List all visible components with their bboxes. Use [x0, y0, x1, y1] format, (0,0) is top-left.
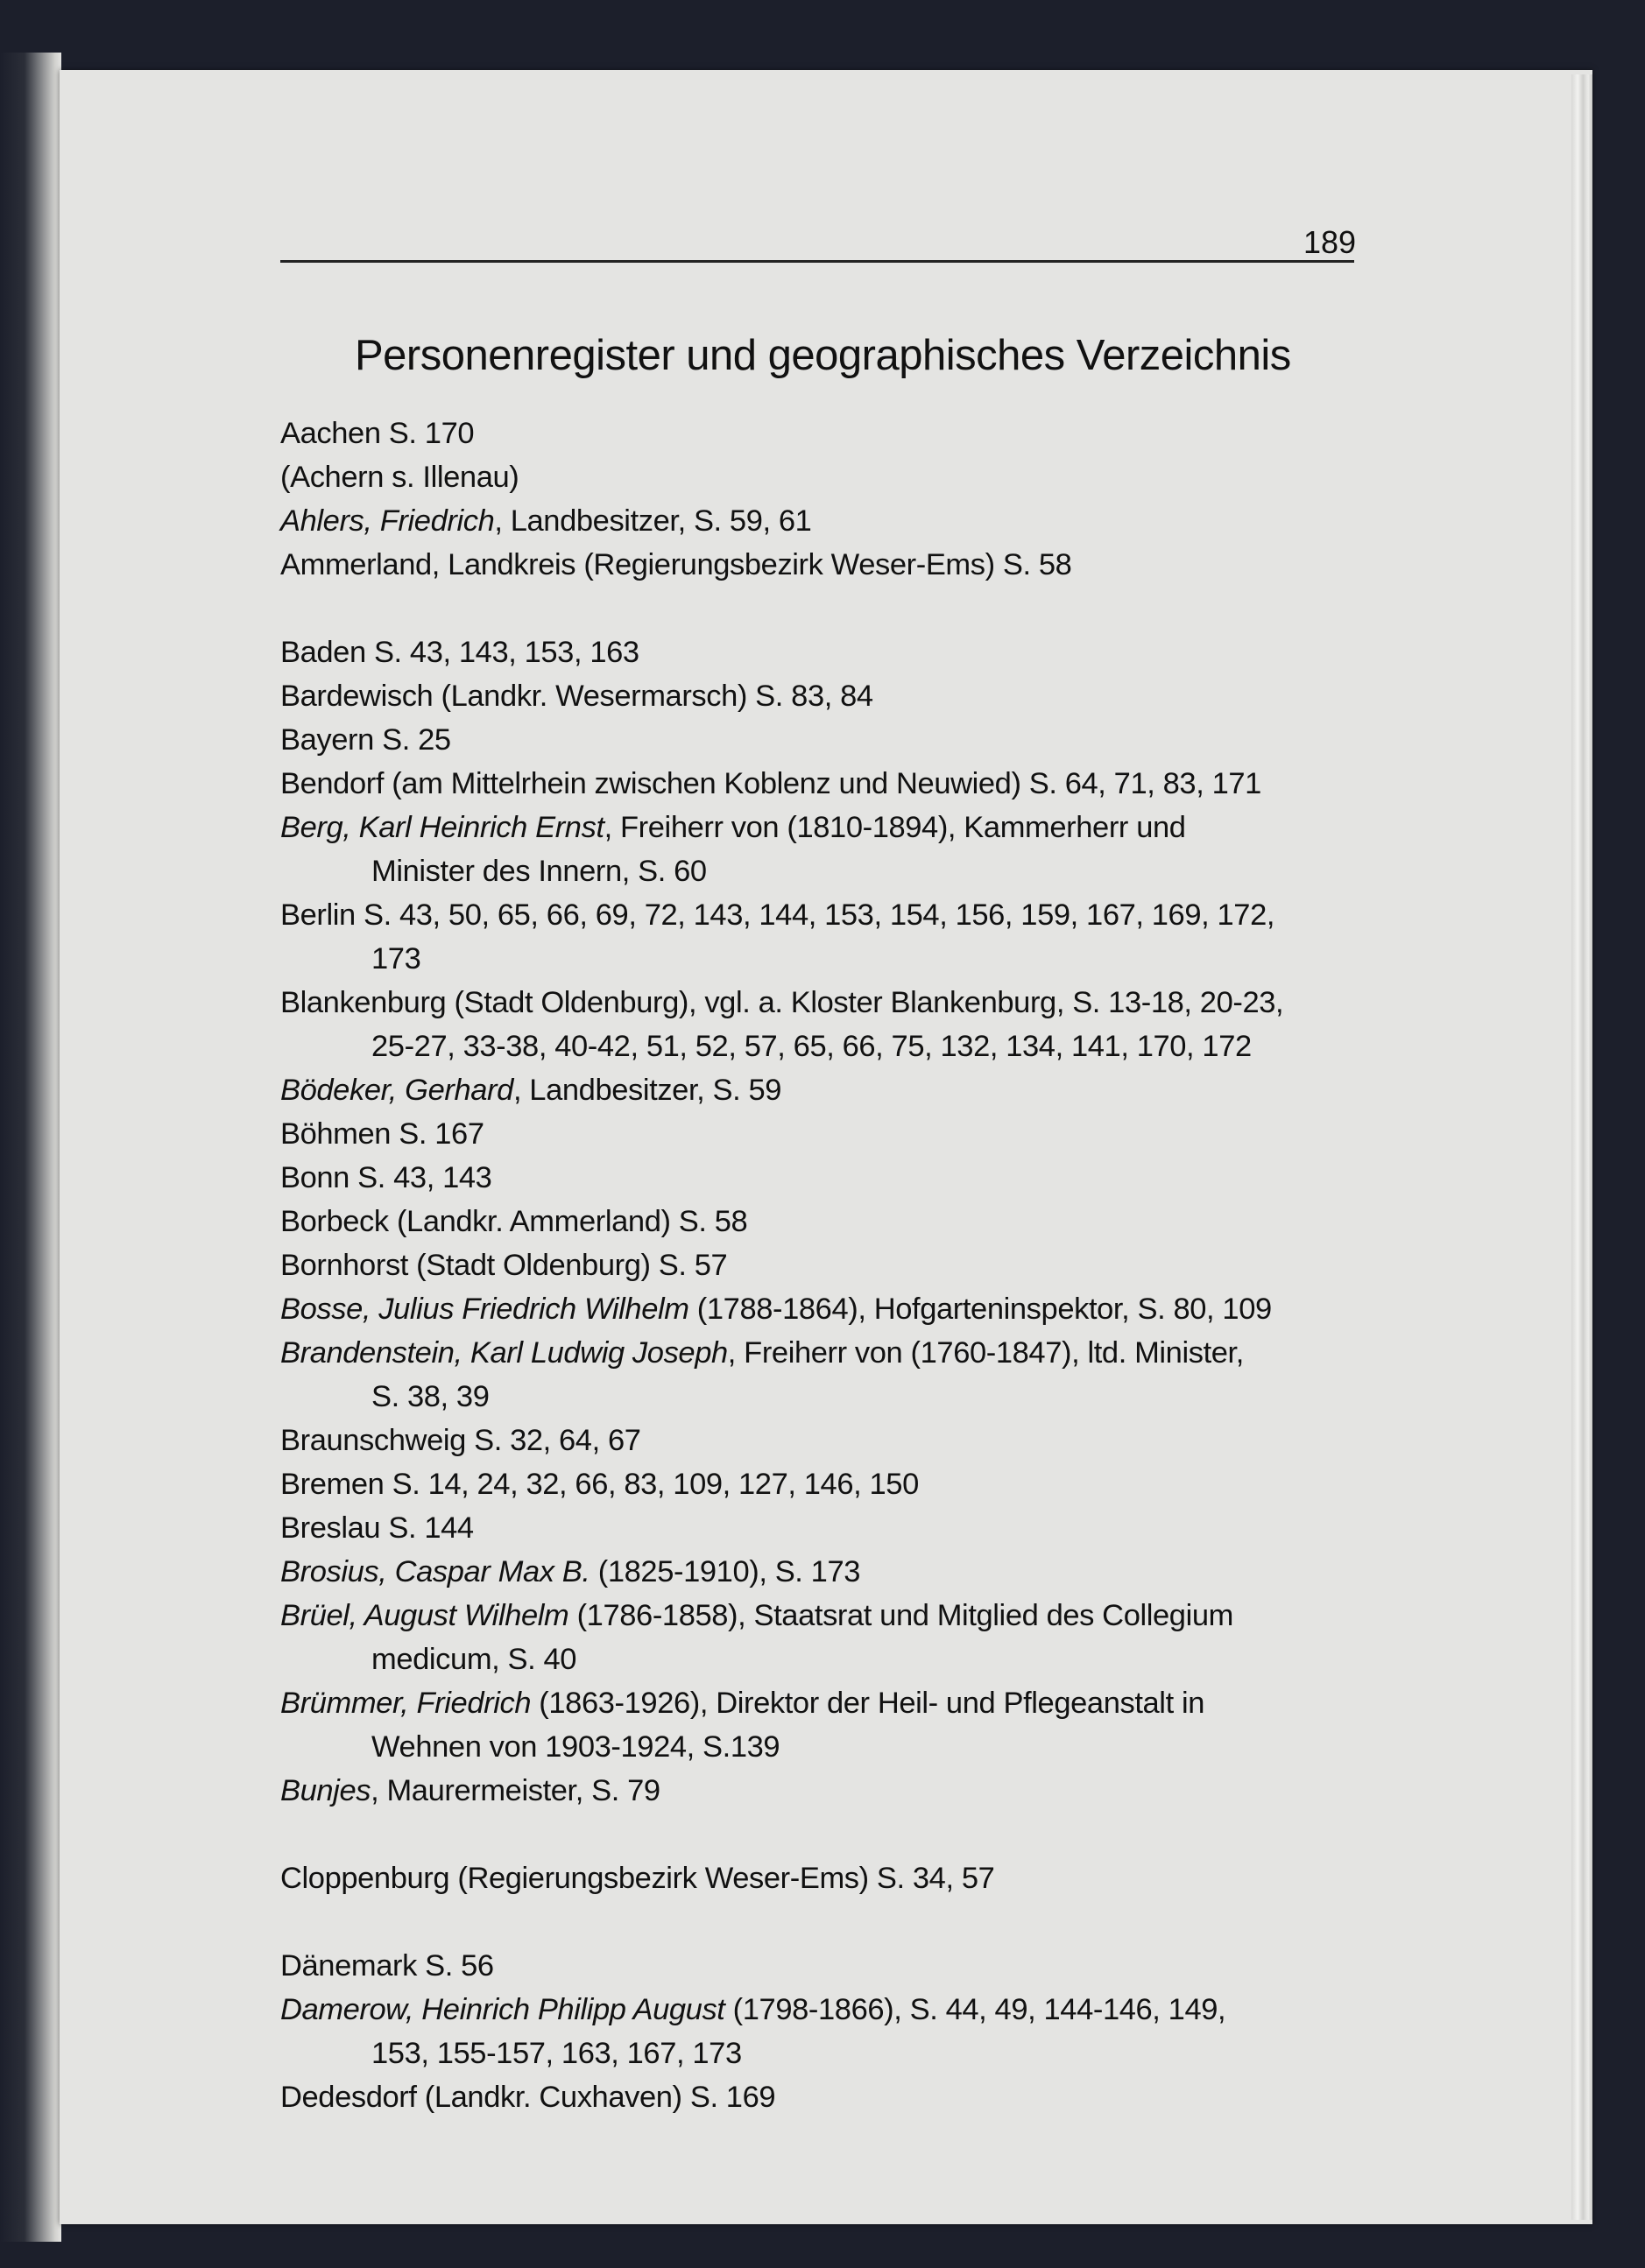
index-entry [280, 1769, 1358, 1813]
entry-text: , Freiherr von (1810-1894), Kammerherr und [604, 811, 1186, 844]
entry-first-line [280, 417, 474, 450]
entry-first-line [280, 1424, 641, 1457]
entry-text: (1825-1910), S. 173 [590, 1555, 861, 1588]
entry-continuation: Wehnen von 1903-1924, S.139 [371, 1730, 780, 1764]
index-entry [280, 455, 1358, 499]
entry-text: Bendorf (am Mittelrhein zwischen Koblenz und Neuwied) S. 64, 71, 83, 171 [280, 767, 1261, 800]
person-name: Berg, Karl Heinrich Ernst [280, 811, 604, 844]
index-entry [280, 1287, 1358, 1331]
entry-first-line [280, 1774, 660, 1807]
index-entry [280, 630, 1358, 674]
index-entry [280, 412, 1358, 455]
entry-first-line [280, 767, 1261, 800]
person-name: Brandenstein, Karl Ludwig Joseph [280, 1336, 728, 1370]
entry-continuation: 173 [371, 942, 421, 976]
entry-first-line [280, 680, 873, 713]
person-name: Bödeker, Gerhard [280, 1074, 513, 1107]
index-entry [280, 1681, 1358, 1769]
entry-first-line [280, 461, 519, 494]
index-entries [280, 412, 1358, 2119]
entry-text: Bayern S. 25 [280, 723, 451, 757]
index-entry [280, 893, 1358, 981]
entry-first-line [280, 811, 1186, 844]
entry-text: (Achern s. Illenau) [280, 461, 519, 494]
entry-text: Borbeck (Landkr. Ammerland) S. 58 [280, 1205, 748, 1238]
entry-first-line [280, 986, 1283, 1019]
index-entry [280, 1462, 1358, 1506]
entry-text: Böhmen S. 167 [280, 1117, 484, 1151]
entry-first-line [280, 1599, 1233, 1632]
entry-first-line [280, 1511, 474, 1545]
person-name: Brümmer, Friedrich [280, 1687, 532, 1720]
entry-first-line [280, 1862, 994, 1895]
entry-continuation: S. 38, 39 [371, 1380, 490, 1413]
entry-text: (1798-1866), S. 44, 49, 144-146, 149, [724, 1993, 1226, 2026]
index-entry [280, 1331, 1358, 1419]
person-name: Brüel, August Wilhelm [280, 1599, 569, 1632]
entry-text: (1863-1926), Direktor der Heil- und Pflegeanstalt in [531, 1687, 1204, 1720]
entry-text: Cloppenburg (Regierungsbezirk Weser-Ems) S. 34, 57 [280, 1862, 995, 1895]
entry-first-line [280, 1161, 491, 1194]
index-entry [280, 718, 1358, 762]
entry-continuation: Minister des Innern, S. 60 [371, 855, 707, 888]
entry-text: Blankenburg (Stadt Oldenburg), vgl. a. Kloster Blankenburg, S. 13-18, 20-23, [280, 986, 1284, 1019]
entry-first-line [280, 1205, 747, 1238]
entry-continuation: medicum, S. 40 [371, 1643, 577, 1676]
entry-text: Baden S. 43, 143, 153, 163 [280, 636, 639, 669]
entry-first-line [280, 636, 639, 669]
header-rule [280, 260, 1354, 263]
entry-text: Bardewisch (Landkr. Wesermarsch) S. 83, 84 [280, 680, 873, 713]
index-entry [280, 1112, 1358, 1156]
entry-text: Dänemark S. 56 [280, 1949, 494, 1983]
page-number: 189 [1303, 224, 1357, 260]
index-entry [280, 806, 1358, 893]
person-name: Damerow, Heinrich Philipp August [280, 1993, 725, 2026]
entry-first-line [280, 548, 1071, 581]
entry-first-line [280, 1687, 1204, 1720]
index-entry [280, 1550, 1358, 1594]
entry-first-line [280, 1468, 919, 1501]
entry-first-line [280, 1993, 1225, 2026]
index-entry [280, 1944, 1358, 1988]
entry-text: , Freiherr von (1760-1847), ltd. Minister, [727, 1336, 1244, 1370]
entry-first-line [280, 1336, 1244, 1370]
entry-first-line [280, 1117, 484, 1151]
page-stack-edge [1571, 74, 1592, 2220]
index-entry [280, 499, 1358, 543]
page-title: Personenregister und geographisches Verzeichnis [355, 332, 1291, 379]
entry-first-line [280, 723, 451, 757]
entry-text: , Landbesitzer, S. 59 [512, 1074, 782, 1107]
entry-text: Braunschweig S. 32, 64, 67 [280, 1424, 641, 1457]
index-entry [280, 1200, 1358, 1243]
index-entry [280, 1988, 1358, 2075]
entry-text: Bremen S. 14, 24, 32, 66, 83, 109, 127, 146, 150 [280, 1468, 919, 1501]
person-name: Brosius, Caspar Max B. [280, 1555, 590, 1588]
entry-text: Bonn S. 43, 143 [280, 1161, 492, 1194]
entry-first-line [280, 1249, 727, 1282]
entry-first-line [280, 898, 1274, 932]
entry-first-line [280, 1292, 1272, 1326]
entry-text: , Landbesitzer, S. 59, 61 [494, 504, 812, 538]
index-entry [280, 2075, 1358, 2119]
entry-first-line [280, 1555, 860, 1588]
entry-text: (1786-1858), Staatsrat und Mitglied des Collegium [568, 1599, 1233, 1632]
entry-text: (1788-1864), Hofgarteninspektor, S. 80, 109 [688, 1292, 1272, 1326]
index-entry [280, 981, 1358, 1068]
index-entry [280, 1594, 1358, 1681]
index-entry [280, 1856, 1358, 1900]
index-entry [280, 543, 1358, 587]
entry-text: , Maurermeister, S. 79 [371, 1774, 660, 1807]
entry-text: Ammerland, Landkreis (Regierungsbezirk Weser-Ems) S. 58 [280, 548, 1072, 581]
entry-first-line [280, 2081, 775, 2114]
index-entry [280, 762, 1358, 806]
index-entry [280, 1506, 1358, 1550]
entry-text: Dedesdorf (Landkr. Cuxhaven) S. 169 [280, 2081, 776, 2114]
person-name: Bunjes [280, 1774, 371, 1807]
entry-text: Breslau S. 144 [280, 1511, 474, 1545]
index-entry [280, 674, 1358, 718]
person-name: Bosse, Julius Friedrich Wilhelm [280, 1292, 689, 1326]
index-entry [280, 1156, 1358, 1200]
book-spine-edge [0, 53, 61, 2242]
entry-text: Bornhorst (Stadt Oldenburg) S. 57 [280, 1249, 728, 1282]
index-entry [280, 1243, 1358, 1287]
entry-continuation: 153, 155-157, 163, 167, 173 [371, 2037, 742, 2070]
index-entry [280, 1068, 1358, 1112]
entry-first-line [280, 1949, 494, 1983]
person-name: Ahlers, Friedrich [280, 504, 495, 538]
entry-continuation: 25-27, 33-38, 40-42, 51, 52, 57, 65, 66, 75, 132, 134, 141, 170, 172 [371, 1030, 1252, 1063]
entry-text: Berlin S. 43, 50, 65, 66, 69, 72, 143, 144, 153, 154, 156, 159, 167, 169, 172, [280, 898, 1275, 932]
index-entry [280, 1419, 1358, 1462]
entry-first-line [280, 1074, 781, 1107]
entry-first-line [280, 504, 811, 538]
entry-text: Aachen S. 170 [280, 417, 475, 450]
